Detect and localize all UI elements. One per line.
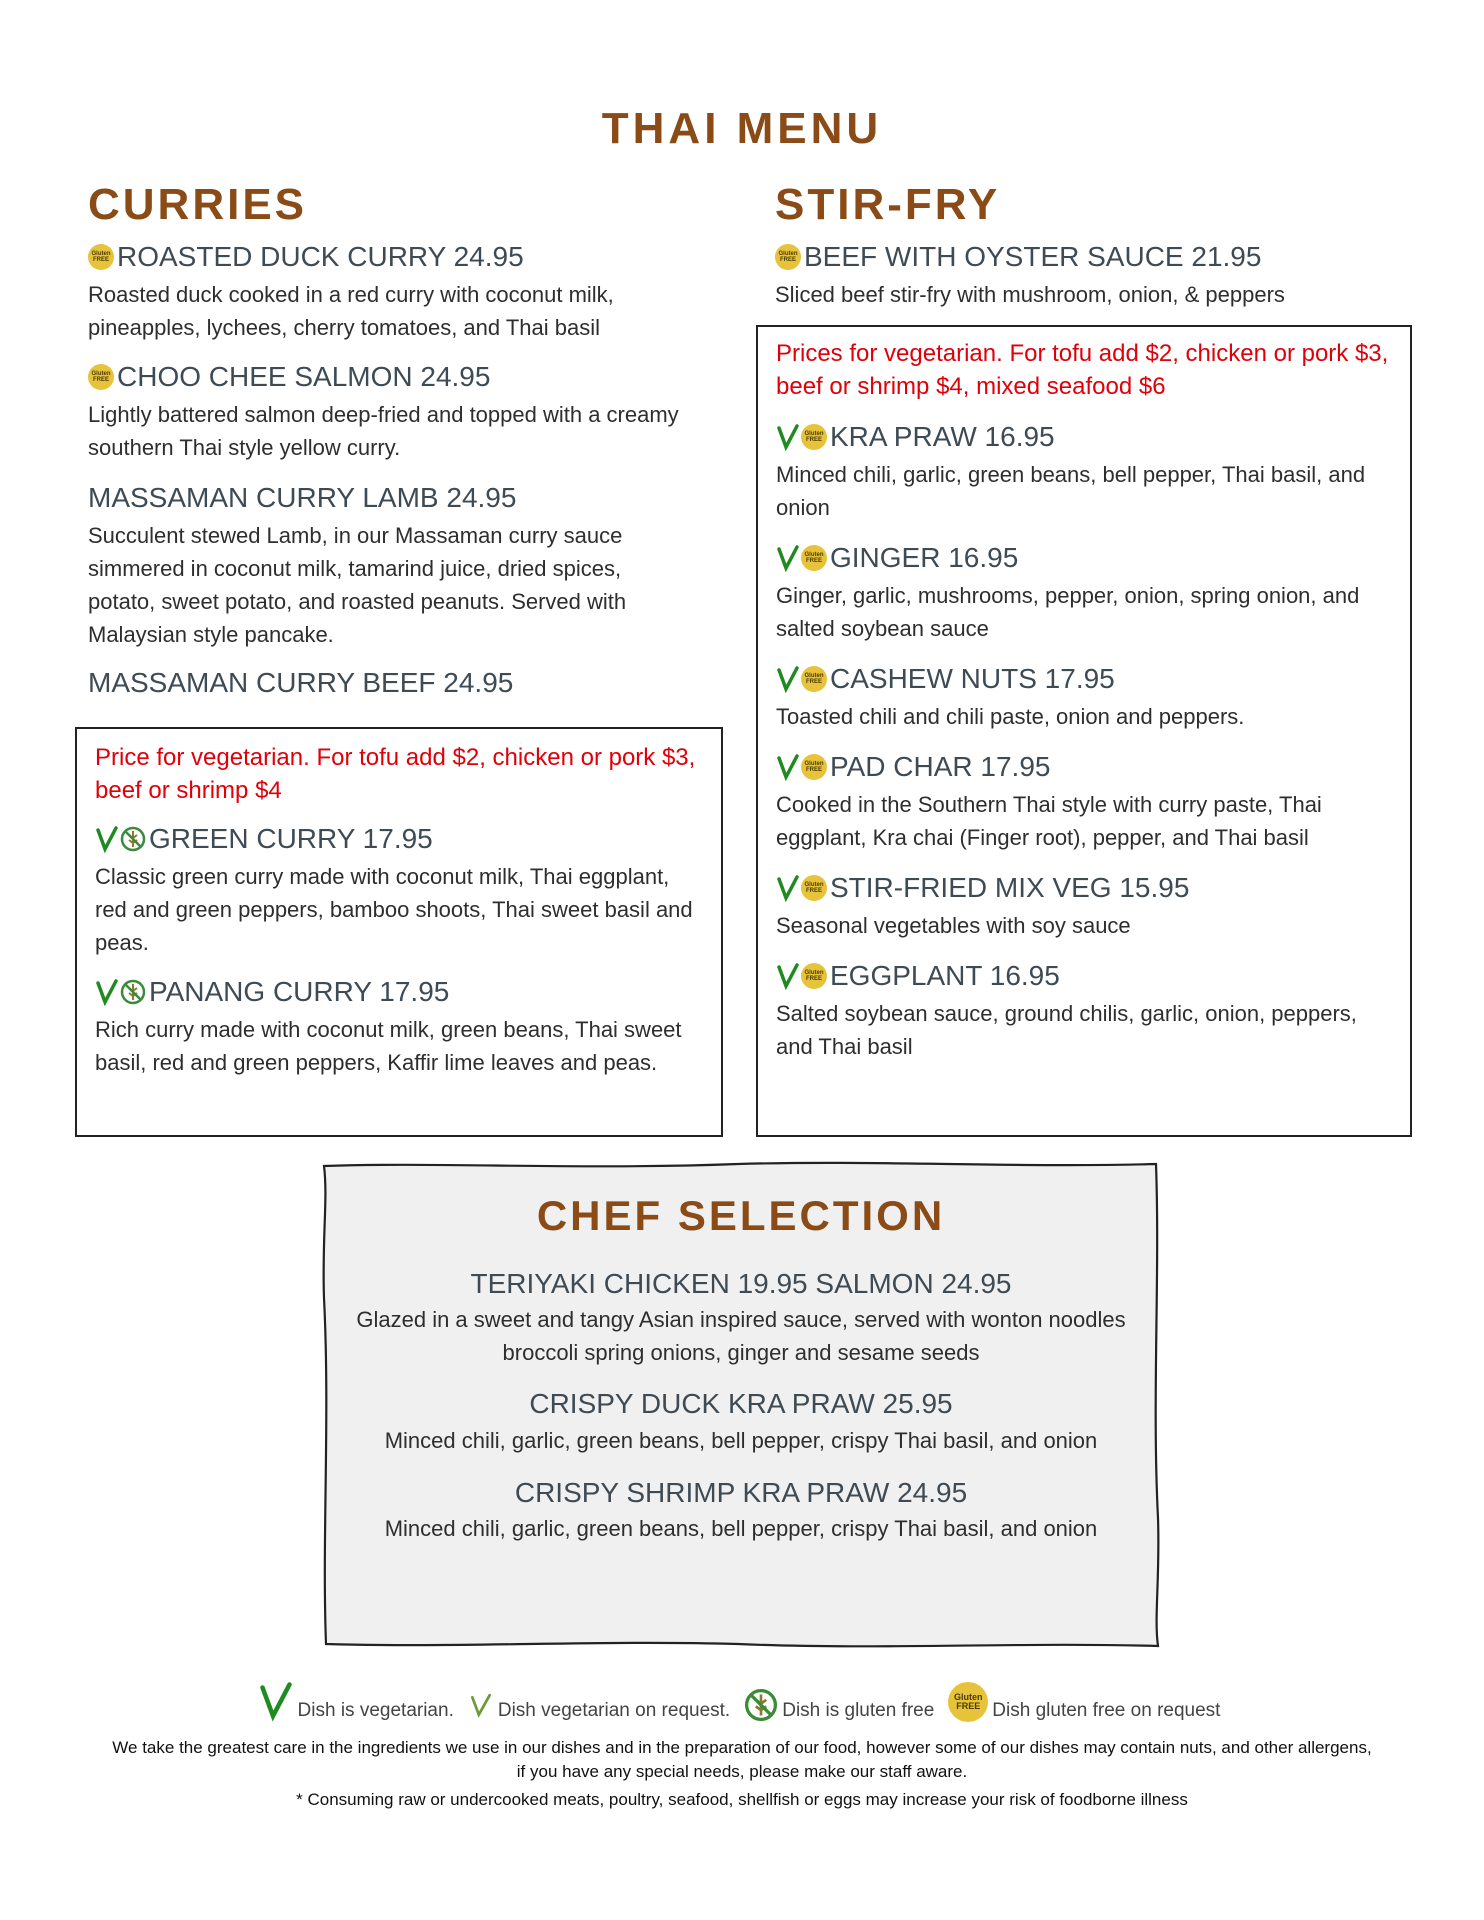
menu-item: Gluten FREE ROASTED DUCK CURRY 24.95 Roasted duck cooked in a red curry with coconut milk, pineapples, lychees, cherry tomatoes, and Thai basil [88, 241, 614, 340]
vegetarian-icon [776, 753, 800, 781]
menu-item: Gluten FREE CHOO CHEE SALMON 24.95 Lightly battered salmon deep-fried and topped with a creamy southern Thai style yellow curry. [88, 361, 679, 460]
menu-item: GREEN CURRY 17.95 Classic green curry made with coconut milk, Thai eggplant, red and green peppers, bamboo shoots, Thai sweet basil and peas. [95, 823, 693, 955]
vegetarian-icon [776, 874, 800, 902]
gluten-free-icon [744, 1688, 778, 1722]
menu-item: Gluten FREE EGGPLANT 16.95 Salted soybean sauce, ground chilis, garlic, onion, peppers, and Thai basil [776, 960, 1357, 1059]
menu-item: Gluten FREE GINGER 16.95 Ginger, garlic, mushrooms, pepper, onion, spring onion, and salted soybean sauce [776, 542, 1360, 641]
vegetarian-icon [776, 665, 800, 693]
gluten-free-request-icon: Gluten FREE [801, 666, 827, 692]
chef-item-name: CRISPY SHRIMP KRA PRAW 24.95 [514, 1477, 968, 1508]
chef-item-name: CRISPY DUCK KRA PRAW 25.95 [529, 1388, 953, 1419]
gluten-free-request-icon: Gluten FREE [88, 364, 114, 390]
gluten-free-request-icon: Gluten FREE [801, 963, 827, 989]
menu-item: Gluten FREE CASHEW NUTS 17.95 Toasted chili and chili paste, onion and peppers. [776, 663, 1245, 729]
curries-heading: CURRIES [88, 180, 308, 229]
chef-item-name: TERIYAKI CHICKEN 19.95 SALMON 24.95 [470, 1268, 1012, 1299]
stirfry-vegetarian-box [756, 325, 1412, 1137]
vegetarian-icon [258, 1680, 294, 1722]
vegetarian-icon [95, 978, 119, 1006]
vegetarian-price-note: Price for vegetarian. For tofu add $2, chicken or pork $3, beef or shrimp $4 [95, 744, 696, 804]
curries-vegetarian-box [75, 727, 723, 1137]
gluten-free-request-icon: Gluten FREE [775, 244, 801, 270]
vegetarian-price-note: Prices for vegetarian. For tofu add $2, chicken or pork $3, beef or shrimp $4, mixed seafood $6 [776, 340, 1389, 400]
vegetarian-icon [776, 962, 800, 990]
chef-item-desc: Minced chili, garlic, green beans, bell pepper, crispy Thai basil, and onion [384, 1428, 1098, 1453]
stirfry-heading: STIR-FRY [775, 180, 1001, 229]
menu-item: Gluten FREE STIR-FRIED MIX VEG 15.95 Seasonal vegetables with soy sauce [776, 872, 1190, 938]
gluten-free-request-icon: Gluten FREE [948, 1682, 988, 1722]
chef-item-desc: Minced chili, garlic, green beans, bell pepper, crispy Thai basil, and onion [384, 1516, 1098, 1541]
gluten-free-request-icon: Gluten FREE [801, 545, 827, 571]
gluten-free-request-icon: Gluten FREE [88, 244, 114, 270]
menu-item: Gluten FREE KRA PRAW 16.95 Minced chili, garlic, green beans, bell pepper, Thai basil, and onion [776, 421, 1366, 520]
gluten-free-request-icon: Gluten FREE [801, 875, 827, 901]
menu-item: MASSAMAN CURRY BEEF 24.95 [88, 667, 514, 698]
allergen-notice: We take the greatest care in the ingredients we use in our dishes and in the preparation of our food, however some of our dishes may contain nuts, and other allergens, if you have any special needs, please make our staff aware. [112, 1738, 1372, 1781]
gluten-free-icon [120, 979, 146, 1005]
vegetarian-icon [95, 825, 119, 853]
chef-selection-heading: CHEF SELECTION [536, 1192, 946, 1239]
gluten-free-icon [120, 826, 146, 852]
chef-item-desc: Glazed in a sweet and tangy Asian inspired sauce, served with wonton noodles broccoli spring onions, ginger and sesame seeds [356, 1307, 1126, 1365]
vegetarian-icon [776, 423, 800, 451]
raw-food-warning: * Consuming raw or undercooked meats, poultry, seafood, shellfish or eggs may increase your risk of foodborne illness [296, 1790, 1188, 1809]
dietary-legend: Dish is vegetarian. Dish vegetarian on request. Dish is gluten free Gluten FREE Dish gluten free on request [0, 1680, 1484, 1722]
gluten-free-request-icon: Gluten FREE [801, 754, 827, 780]
menu-item: PANANG CURRY 17.95 Rich curry made with coconut milk, green beans, Thai sweet basil, red and green peppers, Kaffir lime leaves and peas. [95, 976, 682, 1075]
vegetarian-icon [776, 544, 800, 572]
page-title: THAI MENU [601, 104, 883, 153]
menu-item: Gluten FREE BEEF WITH OYSTER SAUCE 21.95 Sliced beef stir-fry with mushroom, onion, & peppers [775, 241, 1285, 307]
gluten-free-request-icon: Gluten FREE [801, 424, 827, 450]
menu-item: MASSAMAN CURRY LAMB 24.95 Succulent stewed Lamb, in our Massaman curry sauce simmered in coconut milk, tamarind juice, dried spices, potato, sweet potato, and roasted peanuts. Served with Malaysian style pancake. [88, 482, 627, 647]
vegetarian-on-request-icon [468, 1690, 494, 1722]
menu-item: Gluten FREE PAD CHAR 17.95 Cooked in the Southern Thai style with curry paste, Thai eggplant, Kra chai (Finger root), pepper, and Thai basil [776, 751, 1322, 850]
